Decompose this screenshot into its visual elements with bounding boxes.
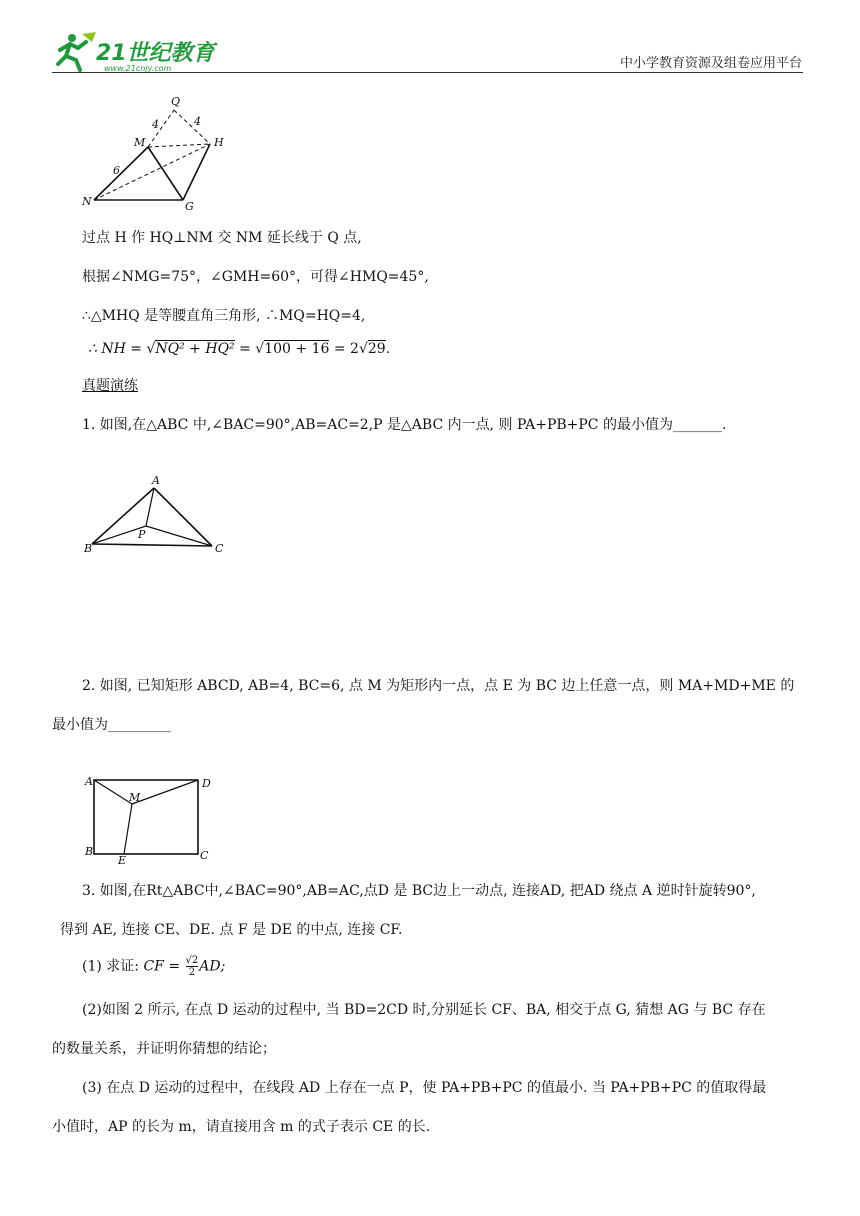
nh-prefix: ∴ NH =: [88, 341, 147, 357]
segment-bc: [92, 544, 212, 546]
label-qm-length: 4: [152, 118, 159, 131]
label-d: D: [202, 777, 211, 790]
question-3-part-2-line-1: (2)如图 2 所示, 在点 D 运动的过程中, 当 BD=2CD 时,分别延长 CF、BA, 相交于点 G, 猜想 AG 与 BC 存在: [82, 1002, 766, 1018]
segment-me: [124, 804, 132, 854]
rectangle-abcd: [94, 780, 198, 854]
logo-text: 21世纪教育: [96, 41, 215, 66]
figure-mhq: [80, 92, 240, 217]
period: .: [385, 341, 391, 357]
segment-mh: [148, 144, 210, 147]
figure-triangle-abc-p: [82, 470, 232, 560]
sqrt-nq-hq: NQ² + HQ²: [155, 341, 235, 357]
solution-line-2: 根据∠NMG=75°，∠GMH=60°，可得∠HMQ=45°,: [82, 269, 429, 285]
label-p: P: [138, 528, 146, 541]
part-1-prefix: (1) 求证:: [82, 958, 144, 975]
question-2-line-1: 2. 如图, 已知矩形 ABCD, AB=4, BC=6, 点 M 为矩形内一点，点 E 为 BC 边上任意一点，则 MA+MD+ME 的: [82, 678, 795, 694]
runner-logo-icon: [52, 30, 222, 74]
question-3-part-2-line-2: 的数量关系，并证明你猜想的结论；: [52, 1041, 276, 1057]
fraction-numerator: √2: [185, 955, 199, 966]
sqrt-29: 29: [367, 341, 386, 357]
fraction-sqrt2-over-2: [186, 955, 199, 978]
segment-nm: [94, 147, 148, 200]
question-2-line-2: 最小值为_________: [52, 717, 171, 733]
label-qh-length: 4: [194, 115, 201, 128]
segment-am: [94, 780, 132, 804]
label-b: B: [85, 845, 94, 858]
label-b: B: [84, 542, 93, 555]
label-g: G: [185, 200, 194, 213]
equals-two: = 2: [329, 341, 359, 357]
label-e: E: [118, 854, 127, 867]
label-c: C: [200, 849, 209, 862]
label-q: Q: [171, 95, 181, 108]
fraction-denominator: 2: [188, 967, 196, 978]
figure-rectangle-abcd: [82, 768, 222, 868]
label-a: A: [85, 775, 93, 788]
segment-gh: [183, 144, 210, 200]
label-n: N: [82, 195, 92, 208]
label-h: H: [214, 136, 224, 149]
question-3-part-3-line-2: 小值时，AP 的长为 m，请直接用含 m 的式子表示 CE 的长.: [52, 1119, 431, 1135]
question-3-part-1: [82, 955, 225, 978]
question-3-line-2: 得到 AE, 连接 CE、DE. 点 F 是 DE 的中点, 连接 CF.: [60, 922, 403, 938]
site-logo: [52, 30, 222, 74]
formula-ad: AD;: [199, 958, 226, 975]
solution-line-1: 过点 H 作 HQ⊥NM 交 NM 延长线于 Q 点,: [82, 230, 362, 246]
segment-qh: [174, 110, 210, 144]
platform-title: 中小学教育资源及组卷应用平台: [619, 56, 802, 71]
formula-cf: CF =: [143, 958, 185, 975]
label-c: C: [215, 542, 224, 555]
label-m: M: [129, 791, 141, 804]
solution-line-3: ∴△MHQ 是等腰直角三角形, ∴MQ=HQ=4,: [82, 308, 366, 324]
question-3-line-1: 3. 如图,在Rt△ABC中,∠BAC=90°,AB=AC,点D 是 BC边上一动点, 连接AD, 把AD 绕点 A 逆时针旋转90°,: [82, 883, 756, 899]
logo-url: www.21cnjy.com: [104, 64, 172, 73]
equals-sign: =: [234, 341, 256, 357]
segment-dm: [132, 780, 198, 804]
sqrt-100-16: 100 + 16: [264, 341, 330, 357]
label-m: M: [134, 136, 146, 149]
label-nm-length: 6: [113, 164, 120, 177]
segment-mg: [148, 147, 183, 200]
header-divider: [52, 72, 803, 73]
question-1: 1. 如图,在△ABC 中,∠BAC=90°,AB=AC=2,P 是△ABC 内一点, 则 PA+PB+PC 的最小值为_______.: [82, 417, 727, 433]
question-3-part-3-line-1: (3) 在点 D 运动的过程中，在线段 AD 上存在一点 P，使 PA+PB+PC 的值最小. 当 PA+PB+PC 的值取得最: [82, 1080, 767, 1096]
label-a: A: [152, 474, 160, 487]
practice-heading: 真题演练: [82, 378, 138, 394]
solution-line-4: ∴ NH = √NQ² + HQ² = √100 + 16 = 2√29.: [88, 341, 391, 357]
